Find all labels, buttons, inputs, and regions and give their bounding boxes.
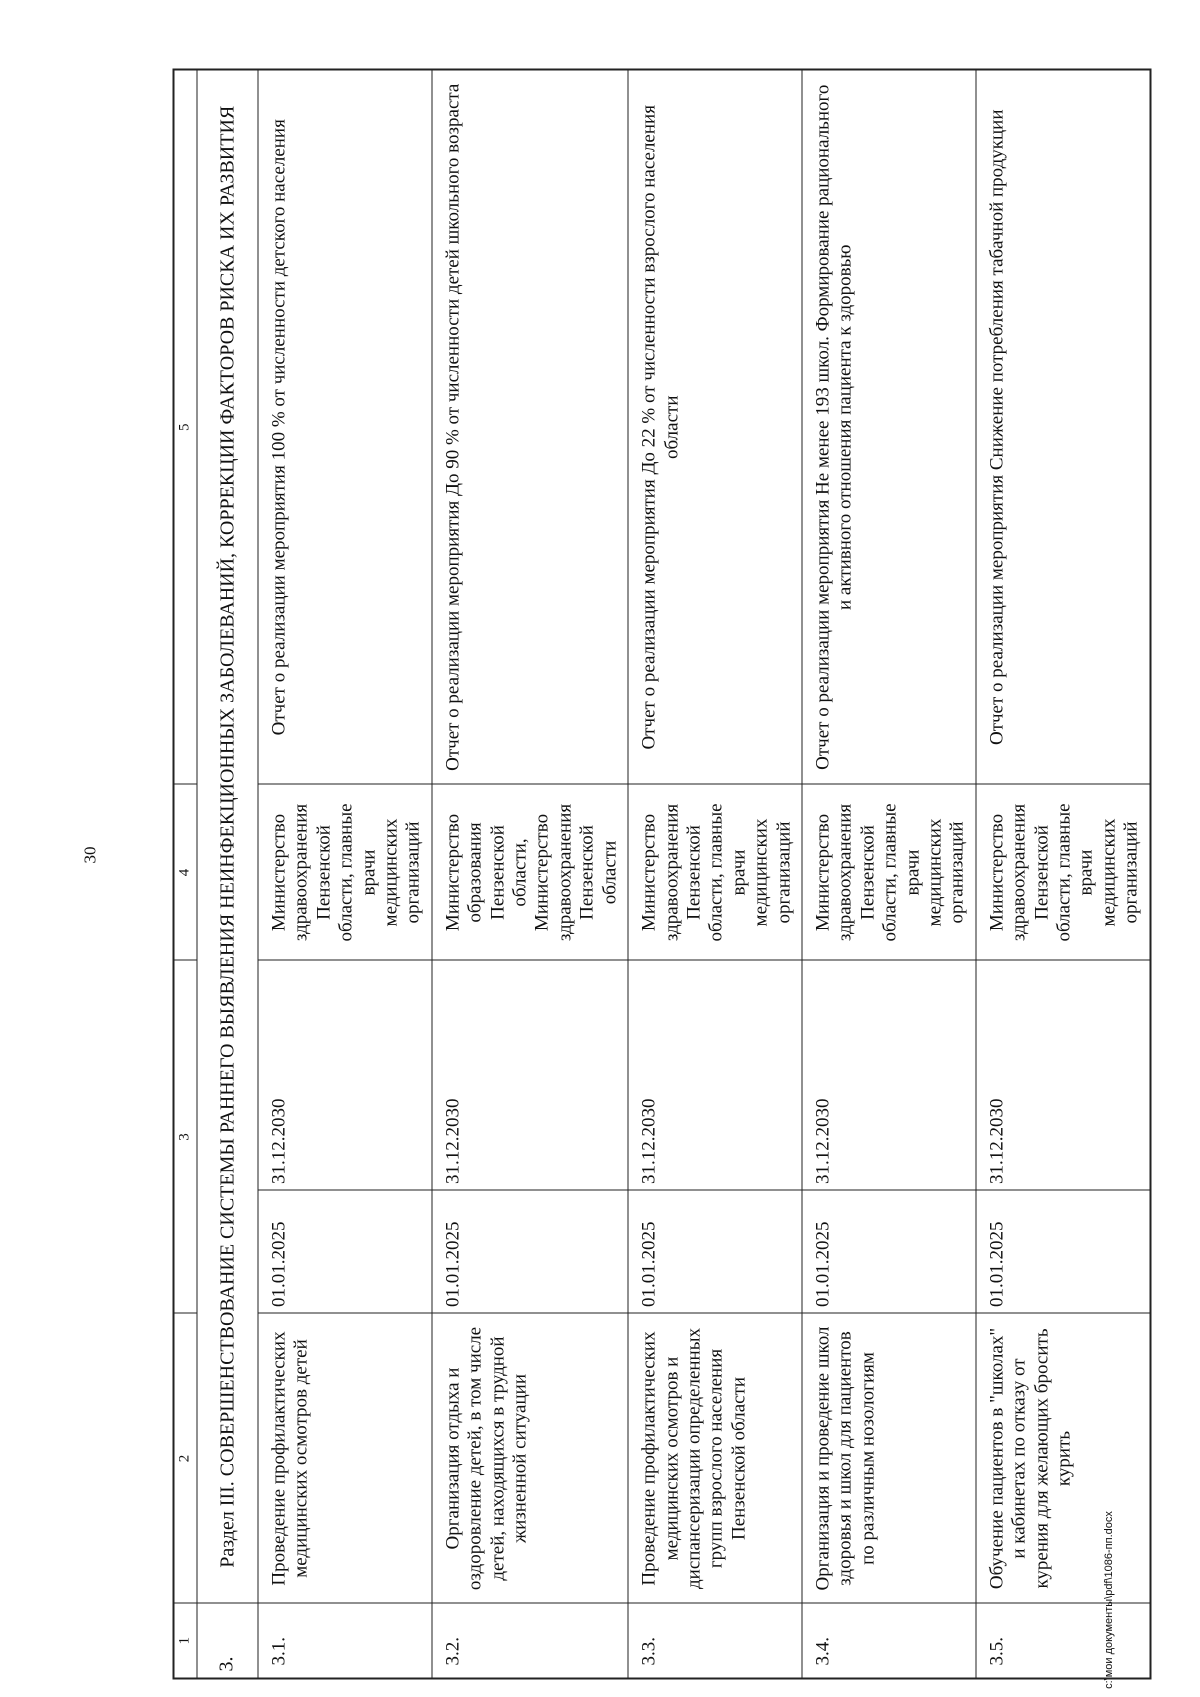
executor: Министерство здравоохранения Пензенской области, главные врачи медицинских организаций: [628, 785, 802, 961]
row-number: 3.3.: [628, 1604, 802, 1679]
measure-name: Обучение пациентов в "школах" и кабинетах по отказу от курения для желающих бросить курить: [976, 1314, 1150, 1604]
section-number: 3.: [197, 1604, 258, 1679]
expected-result: Отчет о реализации мероприятия 100 % от численности детского населения: [258, 70, 432, 785]
page-number: 30: [80, 846, 99, 864]
column-number-row: [174, 70, 198, 1679]
expected-result: Отчет о реализации мероприятия Не менее 193 школ. Формирование рационального и активного отношения пациента к здоровью: [802, 70, 976, 785]
row-number: 3.1.: [258, 1604, 432, 1679]
row-number: 3.5.: [976, 1604, 1150, 1679]
end-date: 31.12.2030: [802, 961, 976, 1191]
expected-result: Отчет о реализации мероприятия До 90 % от численности детей школьного возраста: [432, 70, 628, 785]
end-date: 31.12.2030: [258, 961, 432, 1191]
measures-table: [173, 69, 1152, 1689]
end-date: 31.12.2030: [432, 961, 628, 1191]
section-title: Раздел III. СОВЕРШЕНСТВОВАНИЕ СИСТЕМЫ РАННЕГО ВЫЯВЛЕНИЯ НЕИНФЕКЦИОННЫХ ЗАБОЛЕВАНИЙ, КОРРЕКЦИИ ФАКТОРОВ РИСКА ИХ РАЗВИТИЯ: [197, 70, 258, 1604]
measure-name: Организация отдыха и оздоровление детей, в том числе детей, находящихся в трудной жизненной ситуации: [432, 1314, 628, 1604]
column-number-5: 5: [174, 70, 198, 785]
footer-file-path: c:\мои документы\pdf\1086-пп.docx: [1103, 1511, 1115, 1689]
executor: Министерство здравоохранения Пензенской области, главные врачи медицинских организаций: [802, 785, 976, 961]
column-number-3: 3: [174, 961, 198, 1314]
table-row: [258, 70, 432, 1679]
column-number-4: 4: [174, 785, 198, 961]
end-date: 31.12.2030: [976, 961, 1150, 1191]
row-number: 3.2.: [432, 1604, 628, 1679]
section-row: [197, 70, 258, 1679]
column-number-1: 1: [174, 1604, 198, 1679]
column-number-2: 2: [174, 1314, 198, 1604]
row-number: 3.4.: [802, 1604, 976, 1679]
executor: Министерство здравоохранения Пензенской области, главные врачи медицинских организаций: [976, 785, 1150, 961]
start-date: 01.01.2025: [628, 1191, 802, 1314]
start-date: 01.01.2025: [802, 1191, 976, 1314]
end-date: 31.12.2030: [628, 961, 802, 1191]
executor: Министерство образования Пензенской области, Министерство здравоохранения Пензенской области: [432, 785, 628, 961]
expected-result: Отчет о реализации мероприятия Снижение потребления табачной продукции: [976, 70, 1150, 785]
start-date: 01.01.2025: [432, 1191, 628, 1314]
table-row: [802, 70, 976, 1679]
table-row: [628, 70, 802, 1679]
measure-name: Проведение профилактических медицинских осмотров детей: [258, 1314, 432, 1604]
executor: Министерство здравоохранения Пензенской области, главные врачи медицинских организаций: [258, 785, 432, 961]
start-date: 01.01.2025: [258, 1191, 432, 1314]
table-row: [976, 70, 1150, 1679]
measure-name: Организация и проведение школ здоровья и школ для пациентов по различным нозологиям: [802, 1314, 976, 1604]
table-row: [432, 70, 628, 1679]
start-date: 01.01.2025: [976, 1191, 1150, 1314]
measure-name: Проведение профилактических медицинских осмотров и диспансеризации определенных групп взрослого населения Пензенской области: [628, 1314, 802, 1604]
expected-result: Отчет о реализации мероприятия До 22 % от численности взрослого населения области: [628, 70, 802, 785]
